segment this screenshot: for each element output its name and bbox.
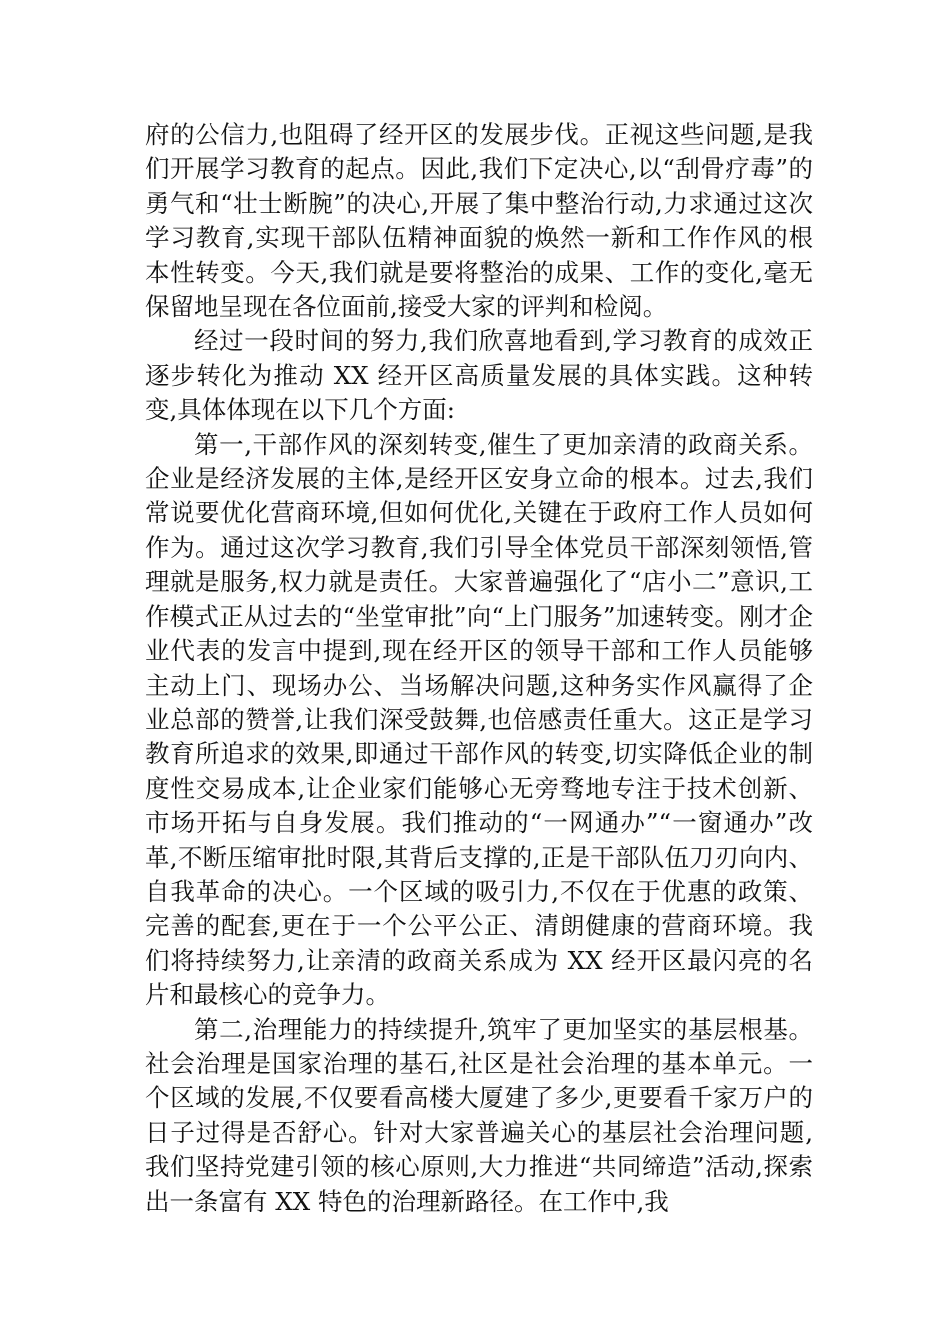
body-text bbox=[145, 118, 813, 1219]
paragraph-point-two: 第二,治理能力的持续提升,筑牢了更加坚实的基层根基。社会治理是国家治理的基石,社区是社会治理的基本单元。一个区域的发展,不仅要看高楼大厦建了多少,更要看千家万户的日子过得是否舒心。针对大家普遍关心的基层社会治理问题,我们坚持党建引领的核心原则,大力推进“共同缔造”活动,探索出一条富有 XX 特色的治理新路径。在工作中,我 bbox=[145, 1014, 813, 1216]
paragraph-point-one: 第一,干部作风的深刻转变,催生了更加亲清的政商关系。企业是经济发展的主体,是经开区安身立命的根本。过去,我们常说要优化营商环境,但如何优化,关键在于政府工作人员如何作为。通过这次学习教育,我们引导全体党员干部深刻领悟,管理就是服务,权力就是责任。大家普遍强化了“店小二”意识,工作模式正从过去的“坐堂审批”向“上门服务”加速转变。刚才企业代表的发言中提到,现在经开区的领导干部和工作人员能够主动上门、现场办公、当场解决问题,这种务实作风赢得了企业总部的赞誉,让我们深受鼓舞,也倍感责任重大。这正是学习教育所追求的效果,即通过干部作风的转变,切实降低企业的制度性交易成本,让企业家们能够心无旁骛地专注于技术创新、市场开拓与自身发展。我们推动的“一网通办”“一窗通办”改革,不断压缩审批时限,其背后支撑的,正是干部队伍刀刃向内、自我革命的决心。一个区域的吸引力,不仅在于优惠的政策、完善的配套,更在于一个公平公正、清朗健康的营商环境。我们将持续努力,让亲清的政商关系成为 XX 经开区最闪亮的名片和最核心的竞争力。 bbox=[145, 429, 813, 1010]
paragraph-overview: 经过一段时间的努力,我们欣喜地看到,学习教育的成效正逐步转化为推动 XX 经开区高质量发展的具体实践。这种转变,具体体现在以下几个方面: bbox=[145, 326, 813, 425]
paragraph-continuation: 府的公信力,也阻碍了经开区的发展步伐。正视这些问题,是我们开展学习教育的起点。因此,我们下定决心,以“刮骨疗毒”的勇气和“壮士断腕”的决心,开展了集中整治行动,力求通过这次学习教育,实现干部队伍精神面貌的焕然一新和工作作风的根本性转变。今天,我们就是要将整治的成果、工作的变化,毫无保留地呈现在各位面前,接受大家的评判和检阅。 bbox=[145, 120, 813, 322]
